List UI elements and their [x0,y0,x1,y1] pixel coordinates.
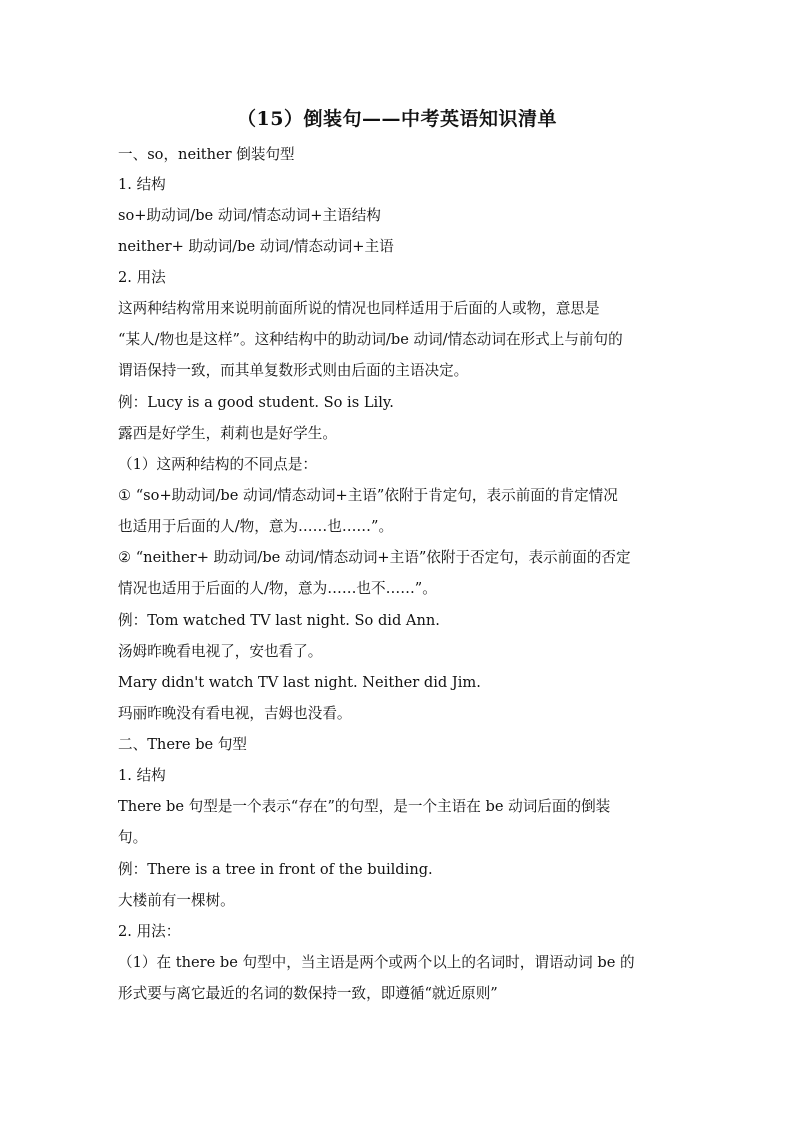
subheading-usage: 2. 用法 [118,269,166,286]
subheading-structure: 1. 结构 [118,767,166,784]
paragraph-line: “某人/物也是这样”。这种结构中的助动词/be 动词/情态动词在形式上与前句的 [118,331,623,348]
paragraph-line: 形式要与离它最近的名词的数保持一致，即遵循“就近原则” [118,985,498,1002]
example-translation: 汤姆昨晚看电视了，安也看了。 [118,643,323,660]
paragraph-line: 也适用于后面的人/物，意为……也……”。 [118,518,394,535]
example-translation: 大楼前有一棵树。 [118,892,235,909]
paragraph-line: 情况也适用于后面的人/物，意为……也不……”。 [118,580,437,597]
paragraph-line: （1）在 there be 句型中，当主语是两个或两个以上的名词时，谓语动词 be 的 [118,954,635,971]
example-translation: 露西是好学生，莉莉也是好学生。 [118,425,337,442]
paragraph-line: ① “so+助动词/be 动词/情态动词+主语”依附于肯定句，表示前面的肯定情况 [118,487,618,504]
example-translation: 玛丽昨晚没有看电视，吉姆也没看。 [118,705,352,722]
subpoint-heading: （1）这两种结构的不同点是： [118,456,318,473]
paragraph-line: There be 句型是一个表示“存在”的句型，是一个主语在 be 动词后面的倒装 [118,798,611,815]
structure-line-so: so+助动词/be 动词/情态动词+主语结构 [118,207,381,224]
subheading-usage: 2. 用法： [118,923,181,940]
paragraph-line: 句。 [118,829,148,846]
example-sentence: Mary didn't watch TV last night. Neither did Jim. [118,674,481,691]
example-sentence: 例：There is a tree in front of the building. [118,861,433,878]
paragraph-line: ② “neither+ 助动词/be 动词/情态动词+主语”依附于否定句，表示前面的否定 [118,549,631,566]
example-sentence: 例：Tom watched TV last night. So did Ann. [118,612,440,629]
subheading-structure: 1. 结构 [118,176,166,193]
paragraph-line: 这两种结构常用来说明前面所说的情况也同样适用于后面的人或物，意思是 [118,300,600,317]
paragraph-line: 谓语保持一致，而其单复数形式则由后面的主语决定。 [118,362,469,379]
example-sentence: 例：Lucy is a good student. So is Lily. [118,394,394,411]
document-title: （15）倒装句——中考英语知识清单 [237,108,557,130]
structure-line-neither: neither+ 助动词/be 动词/情态动词+主语 [118,238,394,255]
section-heading-so-neither: 一、so，neither 倒装句型 [118,146,295,163]
section-heading-there-be: 二、There be 句型 [118,736,248,753]
